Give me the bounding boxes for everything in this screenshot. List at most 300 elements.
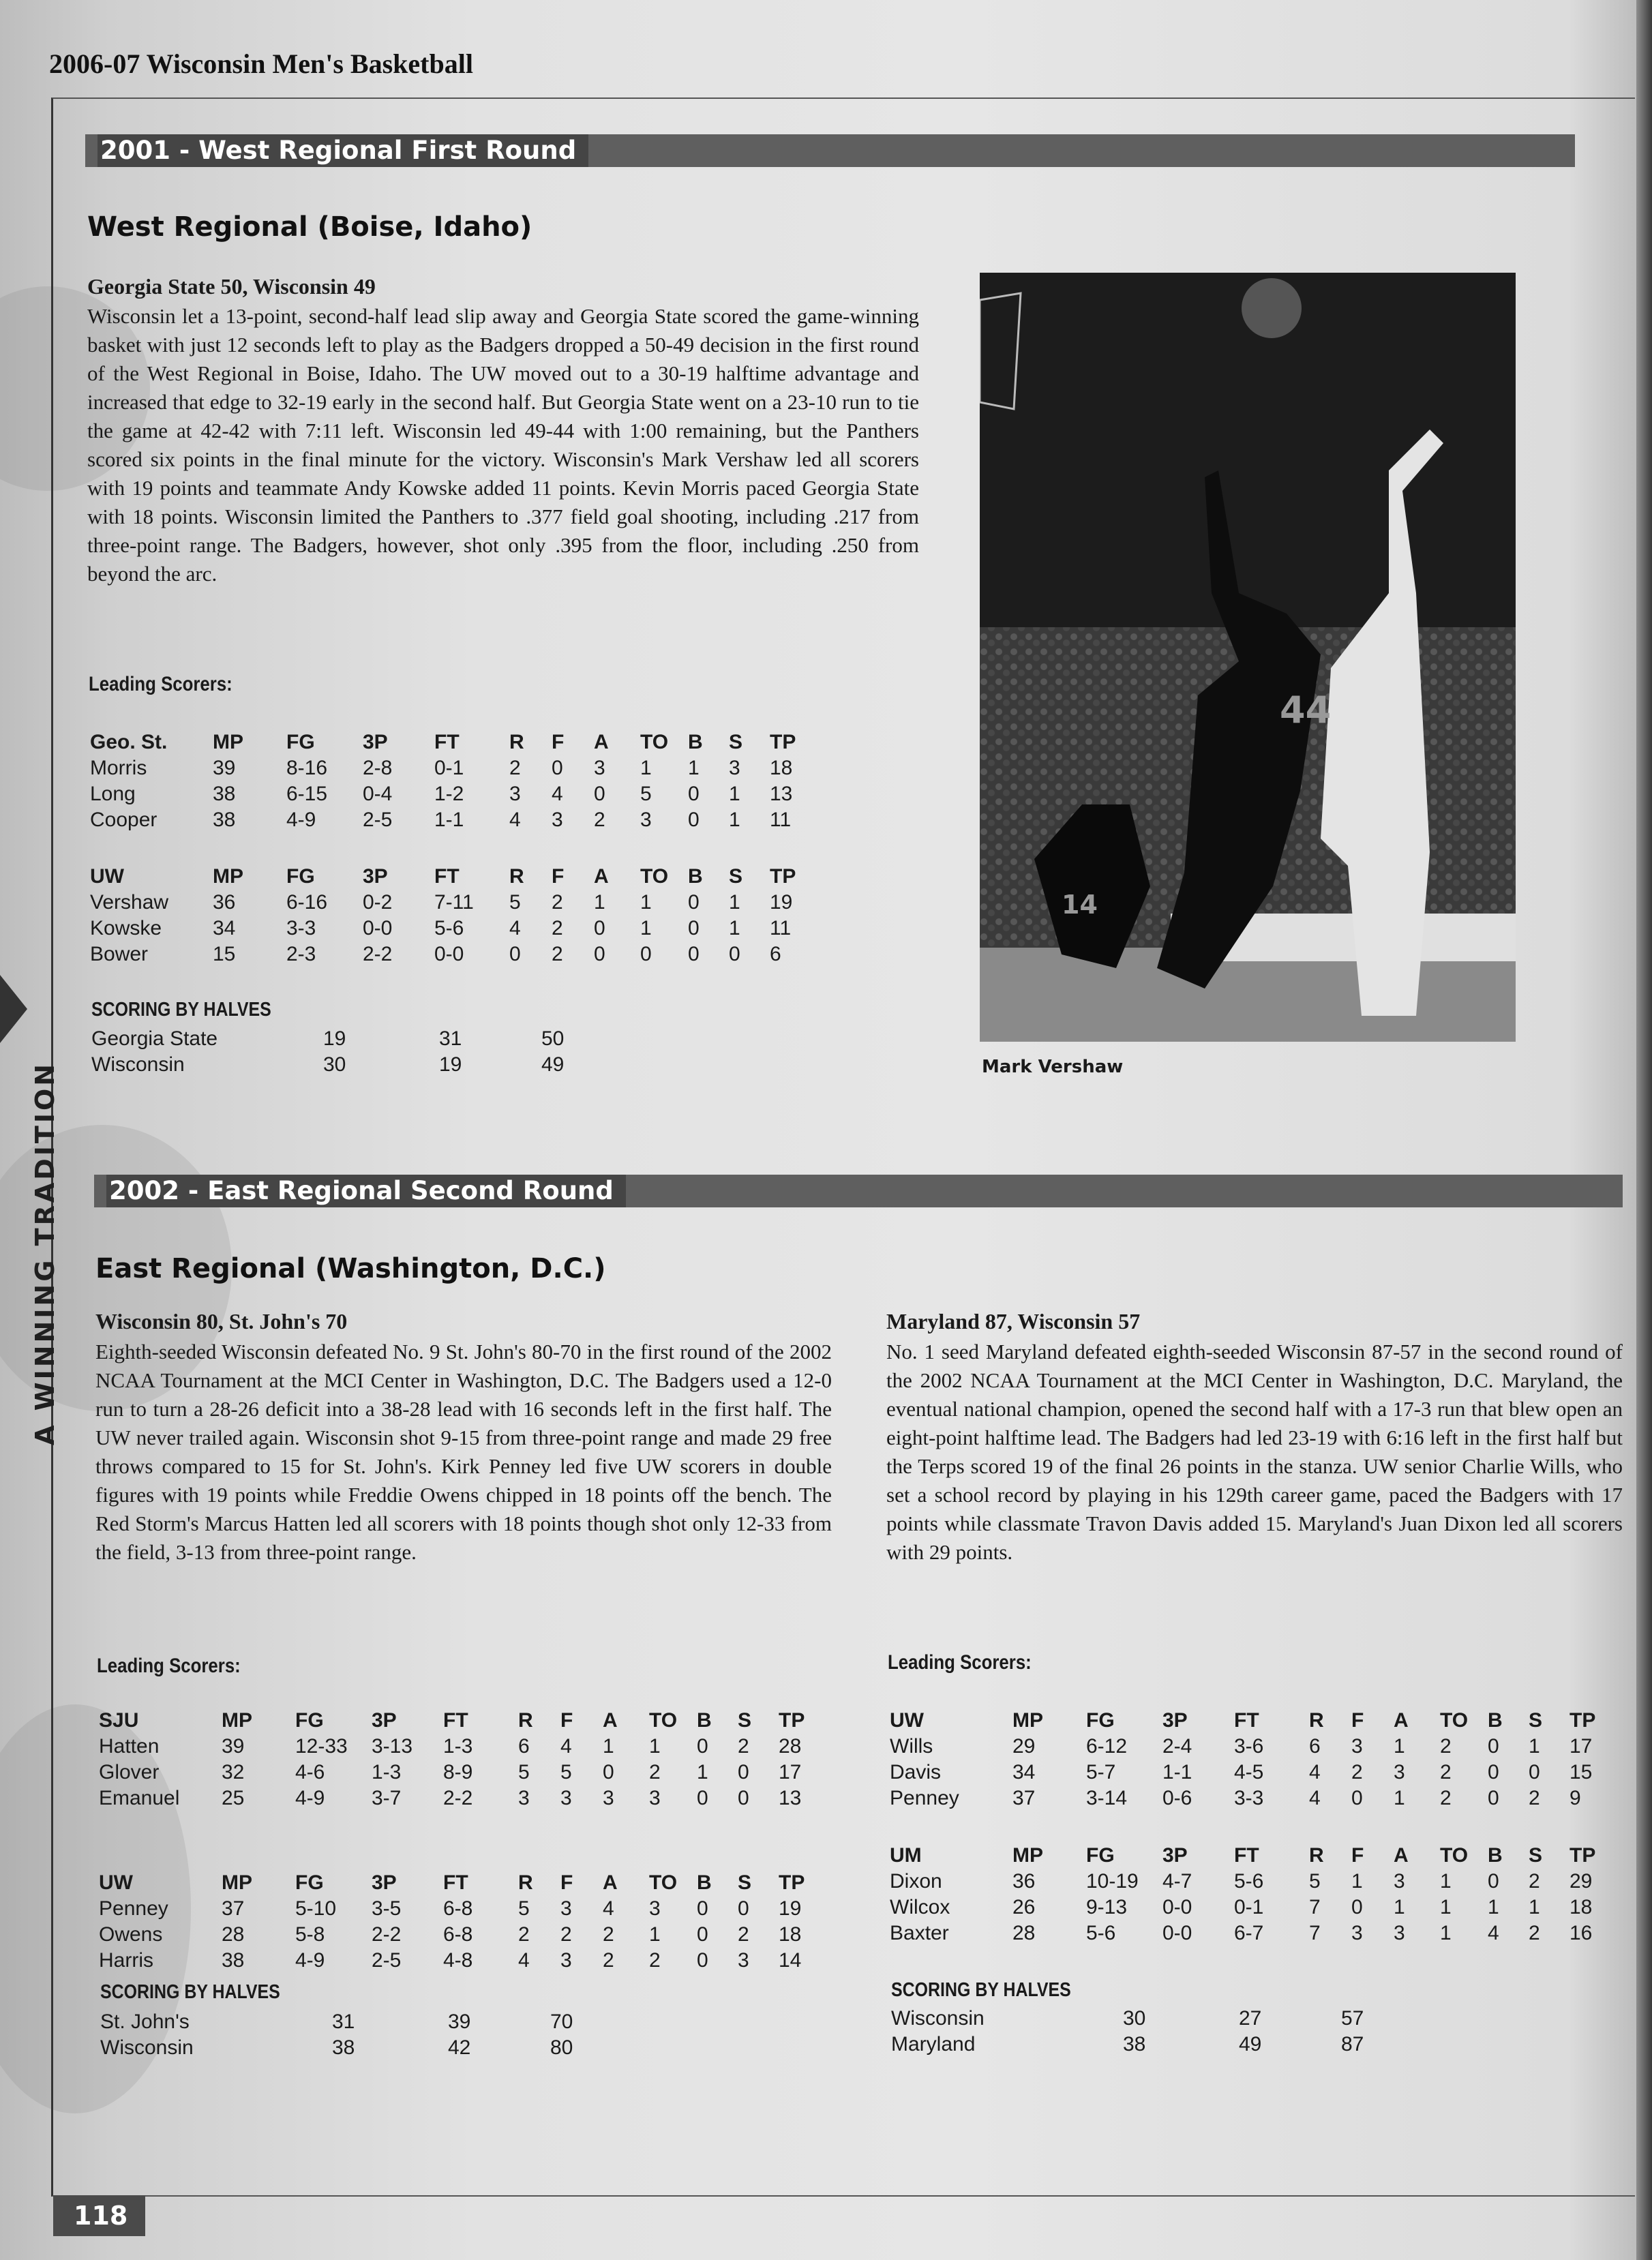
scoring-by-halves-label: SCORING BY HALVES — [91, 999, 271, 1021]
svg-text:14: 14 — [1062, 890, 1098, 920]
table-cell: 3 — [509, 783, 521, 805]
table-cell: 0-0 — [1162, 1922, 1192, 1944]
table-row — [890, 1760, 1610, 1786]
column-header: F — [560, 1709, 573, 1732]
section-bar-label: 2002 - East Regional Second Round — [106, 1175, 626, 1207]
table-cell: 49 — [541, 1053, 565, 1076]
column-header: MP — [222, 1871, 252, 1894]
table-row — [90, 755, 811, 781]
table-cell: 0 — [729, 943, 740, 965]
table-cell: 5-6 — [1234, 1870, 1264, 1893]
column-header: F — [1351, 1709, 1364, 1732]
table-cell: 1-3 — [372, 1761, 402, 1783]
table-cell: 34 — [1012, 1761, 1036, 1783]
region-title-east: East Regional (Washington, D.C.) — [95, 1253, 606, 1284]
table-cell: 7 — [1309, 1922, 1321, 1944]
column-header: UW — [90, 865, 124, 888]
table-cell: 3 — [649, 1897, 661, 1920]
table-cell: 1 — [640, 757, 652, 779]
table-cell: 2-5 — [363, 809, 393, 831]
section-bar-2001 — [85, 134, 1575, 167]
column-header: MP — [213, 865, 243, 888]
table-cell: 5-8 — [295, 1923, 325, 1946]
table-cell: 3 — [560, 1949, 572, 1972]
table-cell: 0 — [1529, 1761, 1540, 1783]
leading-scorers-label: Leading Scorers: — [97, 1655, 241, 1677]
table-cell: 8-9 — [443, 1761, 473, 1783]
table-cell: 2 — [552, 891, 563, 914]
column-header: B — [688, 865, 703, 888]
table-cell: 15 — [213, 943, 236, 965]
column-header: TO — [1440, 1709, 1469, 1732]
table-cell: 4 — [560, 1735, 572, 1758]
table-cell: 1 — [640, 891, 652, 914]
table-cell: 10-19 — [1086, 1870, 1139, 1893]
game-summary: Wisconsin let a 13-point, second-half lead slip away and Georgia State scored the game-winning basket with just 12 seconds left to play as the Badgers dropped a 50-49 decision in the first round of the West Regional in Boise, Idaho. The UW moved out to a 30-19 halftime advantage and increased that edge to 32-19 early in the second half. But Georgia State went on a 23-10 run to tie the game at 42-42 with 7:11 left. Wisconsin led 49-44 with 1:00 remaining, but the Panthers scored six points in the final minute for the victory. Wisconsin's Mark Vershaw led all scorers with 19 points and teammate Andy Kowske added 11 points. Kevin Morris paced Georgia State with 18 points. Wisconsin limited the Panthers to .377 field goal shooting, including .217 from three-point range. The Badgers, however, shot only .395 from the floor, including .250 from beyond the arc. — [87, 304, 919, 586]
table-cell: Wisconsin — [891, 2007, 985, 2030]
table-cell: 6 — [518, 1735, 530, 1758]
table-cell: 3-3 — [1234, 1787, 1264, 1809]
side-tab — [0, 1043, 60, 1466]
table-cell: 6-16 — [286, 891, 328, 914]
table-cell: 38 — [332, 2036, 355, 2059]
column-header: 3P — [363, 865, 388, 888]
table-cell: 3 — [649, 1787, 661, 1809]
column-header: MP — [1012, 1709, 1043, 1732]
table-cell: 3 — [1351, 1922, 1363, 1944]
column-header: MP — [1012, 1844, 1043, 1867]
table-cell: 2-2 — [443, 1787, 473, 1809]
section-bar-label: 2001 - West Regional First Round — [97, 134, 588, 167]
column-header: B — [697, 1871, 712, 1894]
table-cell: 0-1 — [434, 757, 464, 779]
table-cell: 1 — [640, 917, 652, 939]
table-row — [90, 941, 811, 967]
table-cell: 0 — [603, 1761, 614, 1783]
table-header-row — [90, 729, 811, 755]
table-row — [90, 781, 811, 807]
column-header: FT — [1234, 1709, 1259, 1732]
table-cell: 1 — [603, 1735, 614, 1758]
table-cell: 0 — [1351, 1896, 1363, 1918]
table-cell: Cooper — [90, 809, 157, 831]
table-cell: 1 — [649, 1923, 661, 1946]
table-cell: Maryland — [891, 2033, 976, 2055]
table-cell: Penney — [890, 1787, 959, 1809]
table-cell: Kowske — [90, 917, 162, 939]
table-cell: 1-1 — [434, 809, 464, 831]
table-cell: 5 — [1309, 1870, 1321, 1893]
table-header-row — [890, 1843, 1610, 1869]
table-cell: 0 — [1488, 1787, 1499, 1809]
table-cell: 0 — [688, 891, 700, 914]
scoring-by-halves-label: SCORING BY HALVES — [100, 1981, 280, 2003]
table-cell: 0 — [552, 757, 563, 779]
table-cell: 13 — [779, 1787, 802, 1809]
table-cell: 2 — [738, 1735, 749, 1758]
table-cell: 31 — [439, 1027, 462, 1050]
table-cell: 4 — [509, 809, 521, 831]
table-cell: 7-11 — [434, 891, 474, 914]
table-cell: 18 — [770, 757, 793, 779]
table-cell: 2 — [1440, 1761, 1452, 1783]
box-score-table — [90, 864, 811, 967]
table-cell: 0 — [697, 1787, 708, 1809]
table-row — [890, 1869, 1610, 1895]
column-header: F — [560, 1871, 573, 1894]
table-cell: 0-6 — [1162, 1787, 1192, 1809]
table-cell: Wisconsin — [100, 2036, 194, 2059]
table-cell: 0 — [1488, 1761, 1499, 1783]
table-cell: 3-14 — [1086, 1787, 1128, 1809]
table-cell: 2 — [1440, 1787, 1452, 1809]
game-headline: Georgia State 50, Wisconsin 49 — [87, 274, 376, 299]
table-row — [100, 2009, 605, 2035]
table-cell: 3 — [640, 809, 652, 831]
table-cell: 2 — [1529, 1870, 1540, 1893]
column-header: A — [1394, 1709, 1409, 1732]
halves-table — [91, 1026, 596, 1078]
table-cell: 2 — [1529, 1922, 1540, 1944]
table-cell: 6-8 — [443, 1897, 473, 1920]
table-cell: Bower — [90, 943, 149, 965]
region-title-west: West Regional (Boise, Idaho) — [87, 211, 532, 243]
column-header: UW — [890, 1709, 924, 1732]
column-header: A — [1394, 1844, 1409, 1867]
table-cell: 2 — [509, 757, 521, 779]
table-cell: 4-7 — [1162, 1870, 1192, 1893]
table-cell: Harris — [99, 1949, 153, 1972]
table-row — [99, 1734, 820, 1760]
table-cell: 11 — [770, 917, 792, 939]
table-cell: 2 — [603, 1923, 614, 1946]
game-summary: No. 1 seed Maryland defeated eighth-seeded Wisconsin 87-57 in the second round of the 2002 NCAA Tournament at the MCI Center in Washington, D.C. Maryland, the eventual national champion, opened the second half with a 17-3 run that blew open an eight-point halftime lead. The Badgers had led 23-19 with 6:16 left in the first half but the Terps scored 19 of the final 26 points in the stanza. UW senior Charlie Wills, who set a school record by playing in his 129th career game, paced the Badgers with 17 points while classmate Travon Davis added 15. Maryland's Juan Dixon led all scorers with 29 points. — [886, 1340, 1623, 1564]
table-row — [90, 916, 811, 941]
table-cell: 2 — [1529, 1787, 1540, 1809]
column-header: R — [1309, 1709, 1324, 1732]
table-cell: 3-5 — [372, 1897, 402, 1920]
table-cell: Glover — [99, 1761, 160, 1783]
table-cell: 70 — [550, 2010, 573, 2033]
table-cell: 12-33 — [295, 1735, 348, 1758]
column-header: S — [738, 1871, 752, 1894]
column-header: B — [697, 1709, 712, 1732]
table-cell: 39 — [213, 757, 236, 779]
column-header: TO — [640, 865, 669, 888]
box-score-table — [890, 1708, 1610, 1811]
table-cell: 38 — [213, 809, 236, 831]
table-header-row — [90, 864, 811, 890]
table-cell: 1 — [729, 891, 740, 914]
column-header: A — [603, 1709, 618, 1732]
column-header: S — [738, 1709, 752, 1732]
table-cell: 1 — [649, 1735, 661, 1758]
table-cell: 1 — [1351, 1870, 1363, 1893]
table-cell: 2 — [594, 809, 605, 831]
table-cell: 0 — [688, 943, 700, 965]
page-number: 118 — [53, 2195, 145, 2236]
table-row — [99, 1922, 820, 1948]
column-header: B — [688, 731, 703, 753]
table-cell: Vershaw — [90, 891, 169, 914]
table-cell: 11 — [770, 809, 792, 831]
table-cell: 4-9 — [295, 1949, 325, 1972]
table-cell: 3 — [1351, 1735, 1363, 1758]
table-cell: 3 — [560, 1787, 572, 1809]
leading-scorers-label: Leading Scorers: — [888, 1651, 1032, 1674]
table-cell: 36 — [213, 891, 236, 914]
table-cell: 17 — [1570, 1735, 1593, 1758]
column-header: A — [594, 865, 609, 888]
table-cell: Long — [90, 783, 136, 805]
table-cell: 2 — [1351, 1761, 1363, 1783]
table-cell: 38 — [1123, 2033, 1146, 2055]
book-spine-shadow — [1636, 0, 1652, 2260]
column-header: FT — [443, 1871, 468, 1894]
table-cell: 2 — [1440, 1735, 1452, 1758]
table-cell: 0-2 — [363, 891, 393, 914]
table-cell: 0-1 — [1234, 1896, 1264, 1918]
table-cell: 28 — [1012, 1922, 1036, 1944]
column-header: FG — [295, 1871, 324, 1894]
table-cell: 15 — [1570, 1761, 1593, 1783]
table-cell: 27 — [1239, 2007, 1262, 2030]
table-cell: 19 — [323, 1027, 346, 1050]
table-cell: 1 — [1394, 1787, 1405, 1809]
table-cell: 2-4 — [1162, 1735, 1192, 1758]
table-cell: 5 — [560, 1761, 572, 1783]
halves-table — [100, 2009, 605, 2061]
table-cell: 3-3 — [286, 917, 316, 939]
table-cell: 29 — [1570, 1870, 1593, 1893]
svg-text:44: 44 — [1280, 689, 1332, 732]
table-row — [99, 1760, 820, 1786]
table-cell: 57 — [1341, 2007, 1364, 2030]
table-cell: 6-15 — [286, 783, 328, 805]
table-cell: 3-13 — [372, 1735, 413, 1758]
column-header: TO — [649, 1709, 678, 1732]
table-cell: 4 — [518, 1949, 530, 1972]
table-cell: 0 — [1351, 1787, 1363, 1809]
table-row — [91, 1026, 596, 1052]
table-cell: 1 — [1440, 1896, 1452, 1918]
table-cell: 8-16 — [286, 757, 328, 779]
column-header: A — [594, 731, 609, 753]
table-cell: 36 — [1012, 1870, 1036, 1893]
table-cell: Hatten — [99, 1735, 160, 1758]
box-score-table — [90, 729, 811, 833]
table-cell: 39 — [222, 1735, 245, 1758]
table-cell: 5 — [518, 1761, 530, 1783]
table-cell: 2 — [649, 1761, 661, 1783]
table-cell: 5 — [518, 1897, 530, 1920]
column-header: S — [729, 865, 743, 888]
table-cell: 5-7 — [1086, 1761, 1116, 1783]
table-cell: 0 — [697, 1735, 708, 1758]
table-cell: 2-8 — [363, 757, 393, 779]
table-cell: 5 — [640, 783, 652, 805]
table-cell: 4 — [603, 1897, 614, 1920]
column-header: UW — [99, 1871, 133, 1894]
table-cell: 1-1 — [1162, 1761, 1192, 1783]
table-cell: 26 — [1012, 1896, 1036, 1918]
table-cell: 30 — [1123, 2007, 1146, 2030]
column-header: FG — [295, 1709, 324, 1732]
table-cell: 1 — [1440, 1870, 1452, 1893]
column-header: TP — [770, 731, 796, 753]
column-header: B — [1488, 1844, 1503, 1867]
table-row — [891, 2006, 1396, 2032]
column-header: FT — [434, 731, 460, 753]
table-cell: 0-0 — [363, 917, 393, 939]
box-score-table — [99, 1870, 820, 1974]
table-cell: 19 — [779, 1897, 802, 1920]
column-header: MP — [213, 731, 243, 753]
table-cell: Davis — [890, 1761, 942, 1783]
table-cell: 16 — [1570, 1922, 1593, 1944]
table-cell: 1 — [729, 809, 740, 831]
table-cell: 1-2 — [434, 783, 464, 805]
table-cell: 2-5 — [372, 1949, 402, 1972]
table-cell: 28 — [779, 1735, 802, 1758]
table-cell: 18 — [1570, 1896, 1593, 1918]
table-row — [90, 807, 811, 833]
table-cell: 6-8 — [443, 1923, 473, 1946]
table-cell: 5-10 — [295, 1897, 337, 1920]
table-cell: 3 — [729, 757, 740, 779]
column-header: Geo. St. — [90, 731, 168, 753]
table-row — [90, 890, 811, 916]
table-cell: 6 — [1309, 1735, 1321, 1758]
column-header: R — [509, 731, 524, 753]
column-header: A — [603, 1871, 618, 1894]
column-header: FT — [443, 1709, 468, 1732]
table-cell: 34 — [213, 917, 236, 939]
table-cell: 0 — [738, 1897, 749, 1920]
table-cell: 1 — [1394, 1896, 1405, 1918]
table-cell: St. John's — [100, 2010, 190, 2033]
basketball-photo-illustration — [980, 273, 1516, 1042]
column-header: 3P — [1162, 1844, 1188, 1867]
table-cell: 4-8 — [443, 1949, 473, 1972]
table-row — [890, 1734, 1610, 1760]
table-cell: 2-2 — [372, 1923, 402, 1946]
column-header: FG — [1086, 1709, 1115, 1732]
table-cell: 2-3 — [286, 943, 316, 965]
game-summary: Eighth-seeded Wisconsin defeated No. 9 St. John's 80-70 in the first round of the 2002 NCAA Tournament at the MCI Center in Washington, D.C. The Badgers used a 12-0 run to turn a 28-26 deficit into a 38-28 lead with 16 seconds left in the first half. The UW never trailed again. Wisconsin shot 9-15 from three-point range and made 29 free throws compared to 15 for St. John's. Kirk Penney led five UW scorers in double figures with 19 points while Freddie Owens chipped in 18 points off the bench. The Red Storm's Marcus Hatten led all scorers with 18 points though shot only 12-33 from the field, 3-13 from three-point range. — [95, 1340, 832, 1564]
table-cell: 4-9 — [286, 809, 316, 831]
table-row — [890, 1920, 1610, 1946]
column-header: S — [1529, 1709, 1543, 1732]
table-cell: 1 — [1440, 1922, 1452, 1944]
table-cell: 0-4 — [363, 783, 393, 805]
table-cell: 2-2 — [363, 943, 393, 965]
table-cell: 2 — [649, 1949, 661, 1972]
scoring-by-halves-label: SCORING BY HALVES — [891, 1979, 1071, 2001]
table-cell: 0 — [640, 943, 652, 965]
table-cell: 42 — [448, 2036, 471, 2059]
table-cell: 0 — [1488, 1870, 1499, 1893]
column-header: FG — [1086, 1844, 1115, 1867]
photo-caption: Mark Vershaw — [982, 1057, 1124, 1077]
game-headline: Wisconsin 80, St. John's 70 — [95, 1309, 348, 1334]
table-cell: Owens — [99, 1923, 163, 1946]
column-header: TO — [640, 731, 669, 753]
table-cell: 18 — [779, 1923, 802, 1946]
table-cell: Emanuel — [99, 1787, 180, 1809]
table-cell: 2 — [552, 917, 563, 939]
table-cell: 1 — [729, 917, 740, 939]
table-cell: 1-3 — [443, 1735, 473, 1758]
table-cell: 0-0 — [434, 943, 464, 965]
table-cell: 7 — [1309, 1896, 1321, 1918]
table-cell: 17 — [779, 1761, 802, 1783]
table-cell: 9-13 — [1086, 1896, 1128, 1918]
table-cell: 0 — [738, 1761, 749, 1783]
table-cell: 0 — [594, 917, 605, 939]
box-score-table — [890, 1843, 1610, 1946]
table-cell: 14 — [779, 1949, 802, 1972]
leading-scorers-label: Leading Scorers: — [89, 673, 232, 695]
table-cell: 3 — [1394, 1922, 1405, 1944]
table-cell: 1 — [594, 891, 605, 914]
section-bar-2002 — [94, 1175, 1623, 1207]
table-cell: 1 — [1529, 1735, 1540, 1758]
table-cell: 9 — [1570, 1787, 1581, 1809]
column-header: SJU — [99, 1709, 139, 1732]
column-header: 3P — [363, 731, 388, 753]
table-cell: Wisconsin — [91, 1053, 185, 1076]
column-header: FG — [286, 865, 315, 888]
table-cell: 4 — [1309, 1761, 1321, 1783]
table-cell: 3 — [738, 1949, 749, 1972]
table-cell: 3 — [1394, 1761, 1405, 1783]
table-cell: 0 — [594, 783, 605, 805]
table-cell: 50 — [541, 1027, 565, 1050]
table-cell: 3-6 — [1234, 1735, 1264, 1758]
column-header: F — [1351, 1844, 1364, 1867]
table-cell: 1 — [1488, 1896, 1499, 1918]
table-cell: 0 — [509, 943, 521, 965]
side-tab-label: A WINNING TRADITION — [30, 1061, 60, 1445]
table-row — [99, 1896, 820, 1922]
player-photo — [980, 273, 1516, 1042]
column-header: FT — [434, 865, 460, 888]
table-cell: 3 — [1394, 1870, 1405, 1893]
table-cell: 29 — [1012, 1735, 1036, 1758]
table-cell: 0 — [697, 1923, 708, 1946]
column-header: TO — [1440, 1844, 1469, 1867]
table-cell: 1 — [1394, 1735, 1405, 1758]
table-cell: 49 — [1239, 2033, 1262, 2055]
column-header: F — [552, 865, 565, 888]
column-header: TP — [779, 1871, 805, 1894]
table-cell: 0 — [697, 1897, 708, 1920]
table-cell: 25 — [222, 1787, 245, 1809]
table-cell: 0-0 — [1162, 1896, 1192, 1918]
column-header: S — [1529, 1844, 1543, 1867]
table-cell: Penney — [99, 1897, 168, 1920]
table-cell: 13 — [770, 783, 793, 805]
table-cell: 0 — [697, 1949, 708, 1972]
table-cell: 37 — [222, 1897, 245, 1920]
table-cell: 19 — [770, 891, 793, 914]
column-header: R — [509, 865, 524, 888]
table-cell: Wilcox — [890, 1896, 950, 1918]
column-header: R — [518, 1871, 533, 1894]
table-cell: 3 — [594, 757, 605, 779]
table-cell: 38 — [213, 783, 236, 805]
